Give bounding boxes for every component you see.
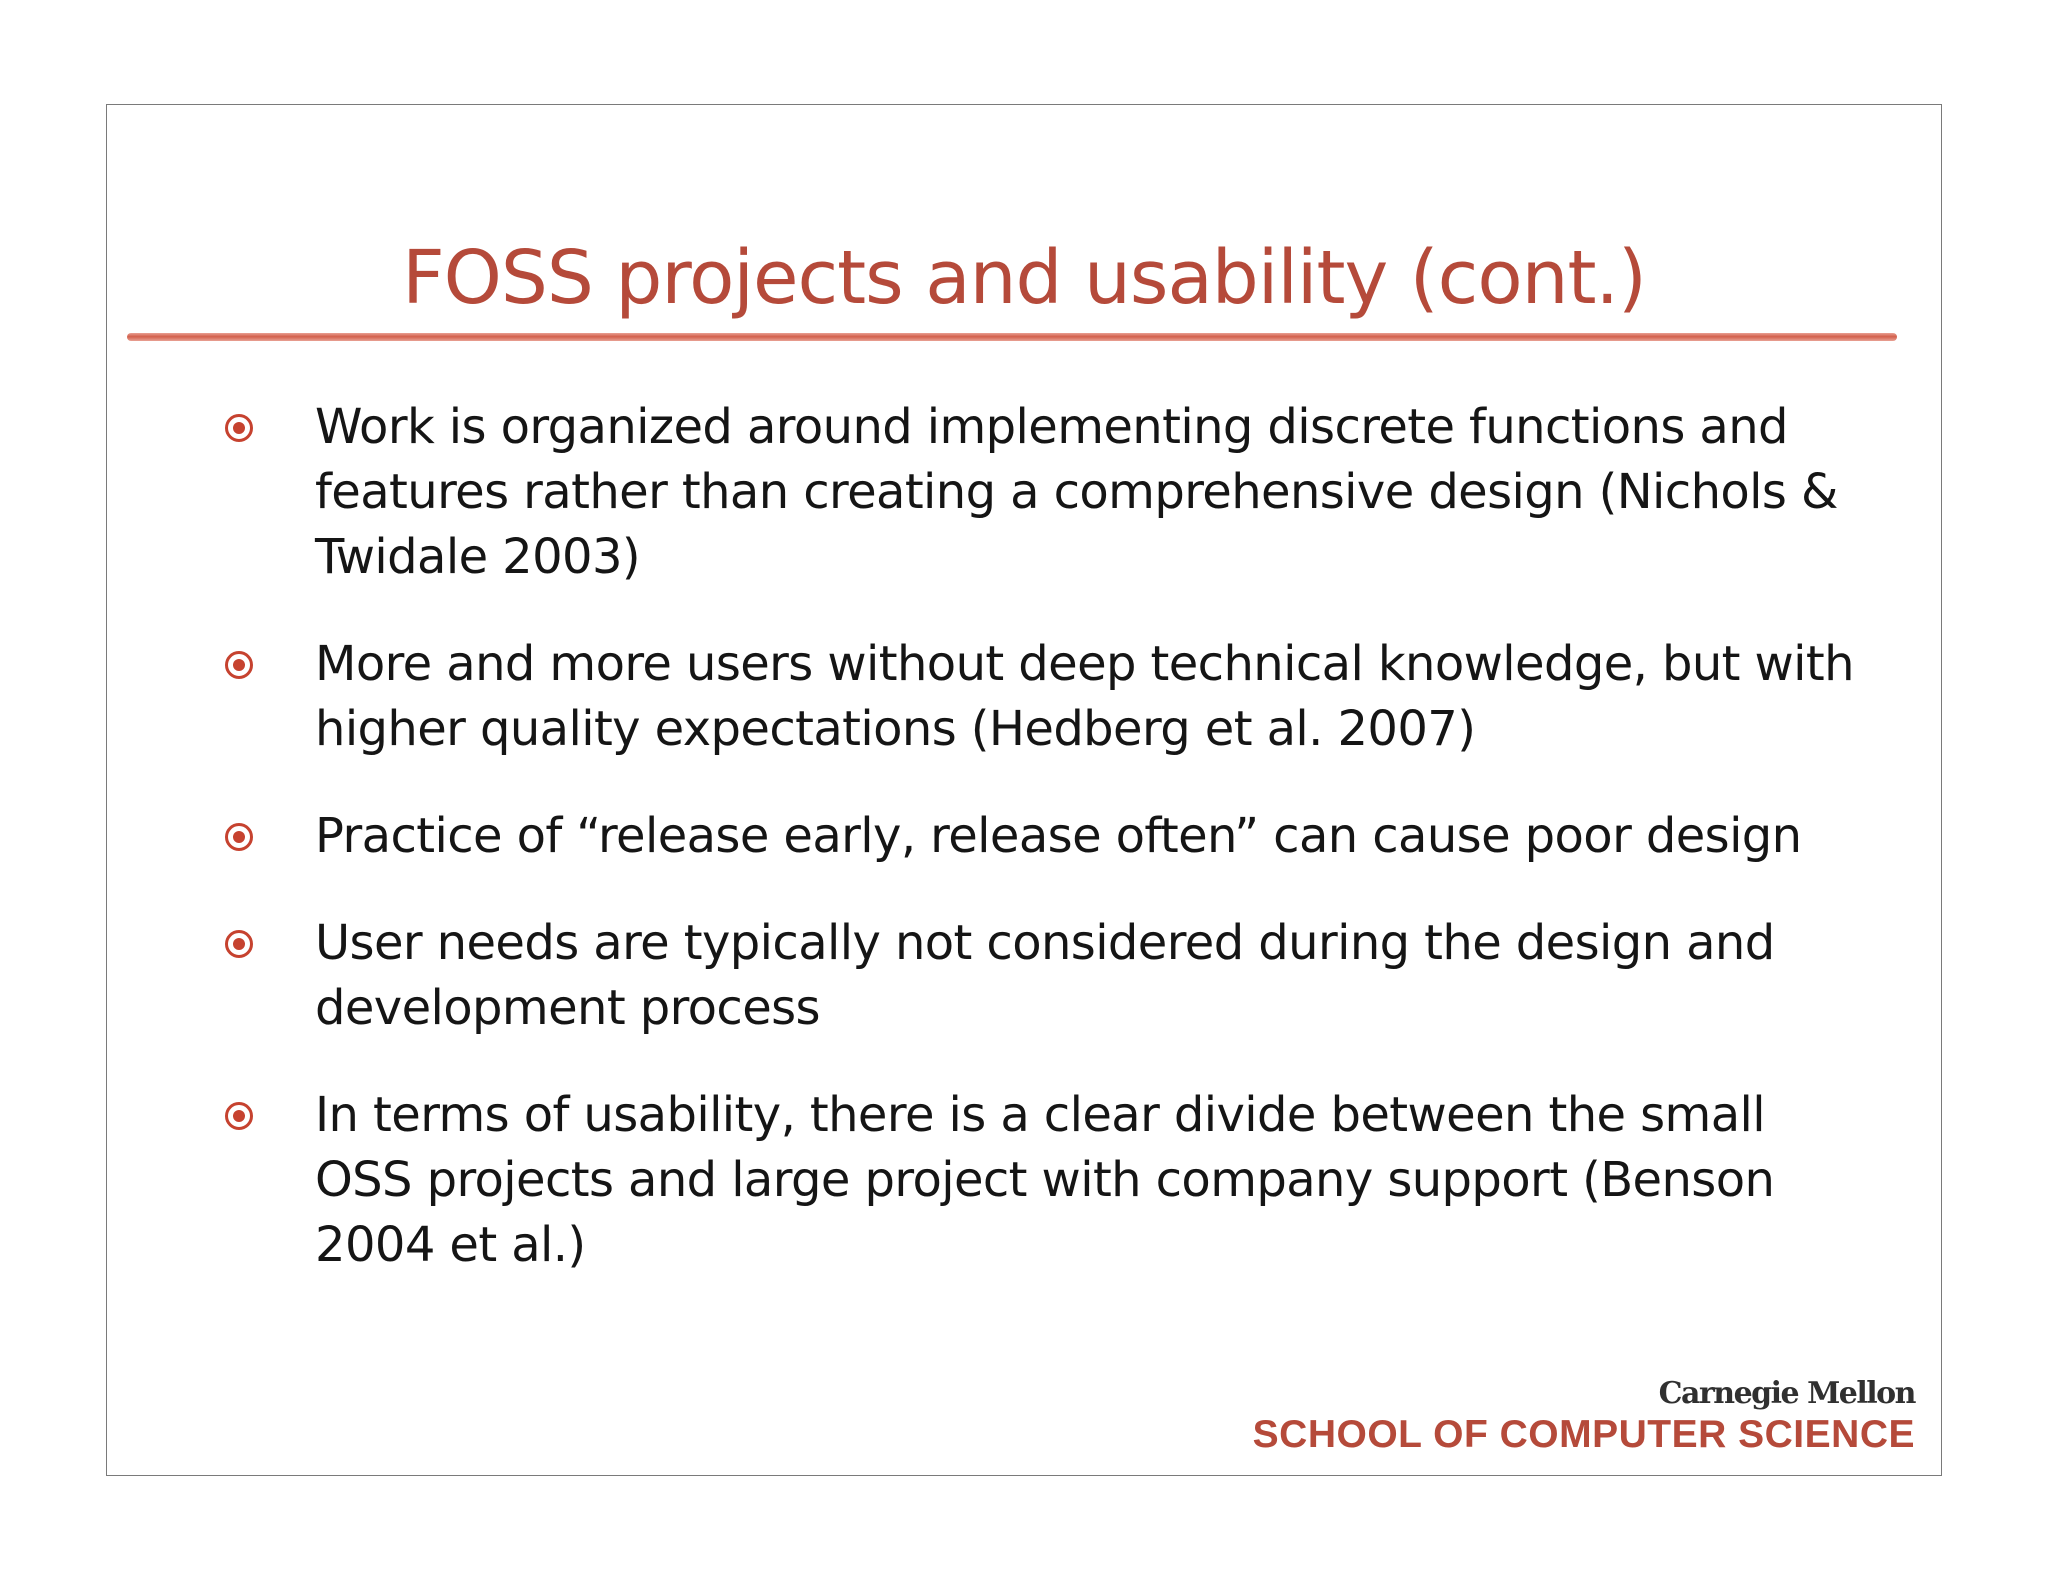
- slide-title: FOSS projects and usability (cont.): [402, 235, 1646, 321]
- bullet-list: [225, 395, 1875, 1278]
- circled-dot-icon: [225, 414, 253, 442]
- circled-dot-icon: [225, 651, 253, 679]
- bullet-text: In terms of usability, there is a clear divide between the small OSS projects and large project with company support (Benson 2004 et al.): [315, 1087, 1775, 1273]
- bullet-text: User needs are typically not considered during the design and development process: [315, 915, 1775, 1036]
- cmu-scs-logo: [1253, 1375, 1915, 1457]
- bullet-item: [225, 395, 1875, 590]
- bullet-item: [225, 1083, 1875, 1278]
- bullet-text: Work is organized around implementing discrete functions and features rather than creating a comprehensive design (Nichols & Twidale 2003): [315, 399, 1838, 585]
- logo-school-name: SCHOOL OF COMPUTER SCIENCE: [1252, 1413, 1915, 1456]
- bullet-text: More and more users without deep technical knowledge, but with higher quality expectations (Hedberg et al. 2007): [315, 636, 1854, 757]
- title-underline: [127, 333, 1897, 341]
- logo-university-name: Carnegie Mellon: [1658, 1376, 1915, 1411]
- bullet-item: [225, 911, 1875, 1041]
- circled-dot-icon: [225, 930, 253, 958]
- bullet-item: [225, 632, 1875, 762]
- bullet-item: [225, 804, 1875, 869]
- bullet-text: Practice of “release early, release often” can cause poor design: [315, 808, 1802, 864]
- slide: [106, 104, 1942, 1476]
- circled-dot-icon: [225, 823, 253, 851]
- circled-dot-icon: [225, 1102, 253, 1130]
